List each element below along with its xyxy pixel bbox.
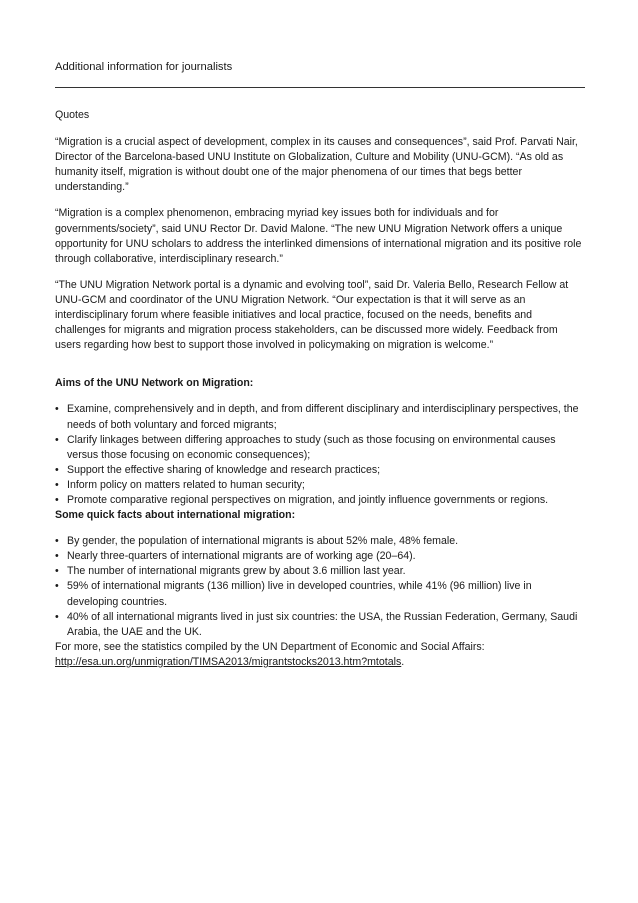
- facts-heading: Some quick facts about international migration:: [55, 509, 296, 522]
- document-body: [55, 108, 585, 670]
- aims-list: [55, 402, 585, 508]
- list-item-text: Examine, comprehensively and in depth, and from different disciplinary and interdisciplinary perspectives, the needs of both voluntary and forced migrants;: [67, 403, 579, 431]
- bullet-icon: •: [55, 493, 59, 506]
- bullet-icon: •: [55, 535, 59, 548]
- list-item: [55, 579, 585, 609]
- list-item-text: Clarify linkages between differing approaches to study (such as those focusing on environmental causes versus those focusing on economic consequences);: [67, 433, 556, 461]
- bullet-icon: •: [55, 463, 59, 476]
- bullet-icon: •: [55, 433, 59, 446]
- list-item: [55, 463, 585, 478]
- quote-bello: “The UNU Migration Network portal is a dynamic and evolving tool”, said Dr. Valeria Bello, Research Fellow at UNU-GCM and coordinator of the UNU Migration Network. “Our expectation is that it will serve as an interdisciplinary forum where feasible initiatives and local practice, focused on the needs, benefits and challenges for migrants and migration process stakeholders, can be discussed more widely. Feedback from users regarding how best to support those involved in policymaking on migration is welcome.”: [55, 278, 569, 352]
- document-title: Additional information for journalists: [55, 61, 233, 73]
- list-item-text: 40% of all international migrants lived in just six countries: the USA, the Russian Federation, Germany, Saudi Arabia, the UAE and the UK.: [67, 610, 578, 638]
- bullet-icon: •: [55, 403, 59, 416]
- bullet-icon: •: [55, 610, 59, 623]
- header-divider: [55, 87, 585, 88]
- bullet-icon: •: [55, 565, 59, 578]
- list-item: [55, 433, 585, 463]
- statistics-link[interactable]: http://esa.un.org/unmigration/TIMSA2013/migrantstocks2013.htm?mtotals: [55, 655, 402, 668]
- list-item: [55, 534, 585, 549]
- list-item: [55, 478, 585, 493]
- bullet-icon: •: [55, 580, 59, 593]
- list-item-text: The number of international migrants grew by about 3.6 million last year.: [67, 565, 406, 578]
- bullet-icon: •: [55, 550, 59, 563]
- list-item: [55, 564, 585, 579]
- statistics-note-text: For more, see the statistics compiled by the UN Department of Economic and Social Affairs:: [55, 640, 485, 653]
- list-item-text: Support the effective sharing of knowledge and research practices;: [67, 463, 381, 476]
- list-item: [55, 402, 585, 432]
- bullet-icon: •: [55, 478, 59, 491]
- list-item: [55, 549, 585, 564]
- list-item-text: Promote comparative regional perspectives on migration, and jointly influence governments or regions.: [67, 493, 549, 506]
- list-item-text: By gender, the population of international migrants is about 52% male, 48% female.: [67, 535, 459, 548]
- list-item-text: 59% of international migrants (136 million) live in developed countries, while 41% (96 million) live in developing countries.: [67, 580, 532, 608]
- quotes-heading: Quotes: [55, 109, 90, 121]
- facts-list: [55, 534, 585, 640]
- list-item: [55, 493, 585, 508]
- quote-malone: “Migration is a complex phenomenon, embracing myriad key issues both for individuals and for governments/society”, said UNU Rector Dr. David Malone. “The new UNU Migration Network offers a unique opportunity for UNU scholars to address the interlinked dimensions of international migration and its positive role through collaborative, interdisciplinary research.”: [55, 207, 582, 265]
- quote-nair: “Migration is a crucial aspect of development, complex in its causes and consequences”, said Prof. Parvati Nair, Director of the Barcelona-based UNU Institute on Globalization, Culture and Mobility (UNU-GCM). “As old as humanity itself, migration is without doubt one of the major phenomena of our times that begs better understanding.”: [55, 136, 578, 194]
- list-item-text: Nearly three-quarters of international migrants are of working age (20–64).: [67, 550, 416, 563]
- statistics-link-suffix: .: [401, 655, 405, 668]
- aims-heading: Aims of the UNU Network on Migration:: [55, 377, 254, 390]
- list-item: [55, 610, 585, 640]
- statistics-note: [55, 640, 585, 670]
- list-item-text: Inform policy on matters related to human security;: [67, 478, 305, 491]
